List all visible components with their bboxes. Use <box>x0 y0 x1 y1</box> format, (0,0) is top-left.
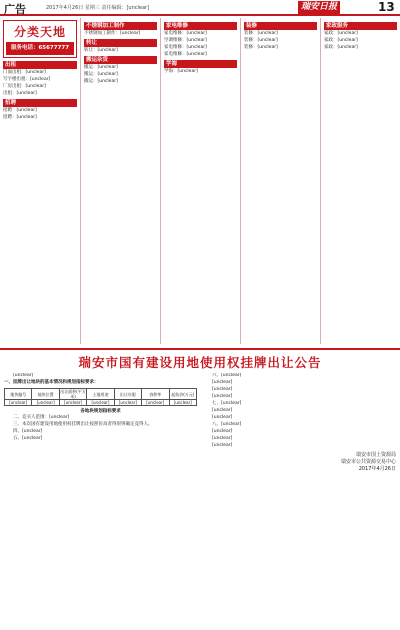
ad-item: 家政：[unclear] <box>324 38 358 43</box>
ad-item: 出租：[unclear] <box>3 91 37 96</box>
ad-item: 家政：[unclear] <box>324 31 358 36</box>
table-header-cell: 地块编号 <box>5 389 32 400</box>
notice-paragraph: [unclear] <box>212 436 233 441</box>
table-cell: [unclear] <box>32 400 59 406</box>
ad-item: 不锈钢加工制作：[unclear] <box>84 31 141 36</box>
notice-paragraph: 七、[unclear] <box>212 401 242 406</box>
table-cell: [unclear] <box>59 400 86 406</box>
newspaper-logo: 瑞安日报 <box>298 1 340 14</box>
category-transfer: 转让 <box>84 39 157 47</box>
category-recruit: 招聘 <box>3 99 77 107</box>
ad-item: 家电维修：[unclear] <box>164 52 207 57</box>
page-number: 13 <box>378 0 395 14</box>
table-header-cell: 出让面积(平方米) <box>60 389 86 399</box>
ad-item: 家政：[unclear] <box>324 45 358 50</box>
notice-paragraph: [unclear] <box>212 394 233 399</box>
classifieds-column-1 <box>0 18 80 344</box>
classifieds-column-2 <box>80 18 160 344</box>
notice-title: 瑞安市国有建设用地使用权挂牌出让公告 <box>78 355 322 370</box>
notice-paragraph: 三、本次国有建设用地使用权挂牌出让按照价高者得原则确定竞得人。 <box>13 422 153 427</box>
category-housekeeping: 家政服务 <box>324 22 397 30</box>
category-stainless-steel: 不锈钢加工制作 <box>84 22 157 30</box>
classifieds-section <box>0 18 400 344</box>
notice-paragraph: [unclear] <box>212 429 233 434</box>
table-cell: [unclear] <box>87 400 114 406</box>
table-header-cell: 起始价(万元) <box>169 389 196 400</box>
table-header-cell: 容积率 <box>142 389 169 400</box>
table-header-cell: 地块位置 <box>32 389 59 400</box>
classifieds-column-3 <box>160 18 240 344</box>
notice-paragraph: [unclear] <box>212 415 233 420</box>
ad-item: 家电维修：[unclear] <box>164 45 207 50</box>
notice-paragraph: 五、[unclear] <box>13 436 43 441</box>
ad-item: 装修：[unclear] <box>244 38 278 43</box>
category-education: 学海 <box>164 60 237 68</box>
notice-paragraph: 八、[unclear] <box>212 422 242 427</box>
ad-item: 学海：[unclear] <box>164 69 198 74</box>
land-parcel-table <box>4 388 197 406</box>
category-moving: 搬运杂货 <box>84 56 157 64</box>
table-cell: [unclear] <box>114 400 141 406</box>
ad-item: 装修：[unclear] <box>244 45 278 50</box>
notice-paragraph: [unclear] <box>212 380 233 385</box>
ad-item: 搬运：[unclear] <box>84 72 118 77</box>
table-header-cell: 出让年限 <box>114 389 141 400</box>
ad-item: 搬运：[unclear] <box>84 79 118 84</box>
table-cell: [unclear] <box>5 400 32 406</box>
table-cell: [unclear] <box>169 400 196 406</box>
notice-paragraph: 六、[unclear] <box>212 373 242 378</box>
notice-paragraph: [unclear] <box>212 408 233 413</box>
table-header-cell: 土地用途 <box>87 389 114 400</box>
page-header <box>0 0 400 16</box>
notice-signature <box>203 452 396 473</box>
land-auction-notice <box>0 348 400 630</box>
ad-item: 空调维修：[unclear] <box>164 38 207 43</box>
ad-item: 招聘：[unclear] <box>3 115 37 120</box>
signing-org-2: 瑞安市公共资源交易中心 <box>340 459 396 465</box>
table-header-row <box>5 389 197 400</box>
category-renovation: 装修 <box>244 22 317 30</box>
ad-item: 门面出租：[unclear] <box>3 70 46 75</box>
notice-paragraph: 四、[unclear] <box>13 429 43 434</box>
service-hotline: 服务电话：65677777 <box>6 42 74 55</box>
table-row <box>5 400 197 406</box>
notice-section-heading: 一、挂牌出让地块的基本情况和规划指标要求： <box>4 380 99 385</box>
classifieds-title: 分类天地 <box>13 25 66 39</box>
signing-date: 2017年4月26日 <box>358 466 396 472</box>
classifieds-brand-box <box>3 20 77 58</box>
ad-item: 厂房出租：[unclear] <box>3 84 46 89</box>
notice-intro: [unclear] <box>13 373 34 378</box>
planning-table-caption: 各地块规划指标要求 <box>80 409 121 414</box>
table-cell: [unclear] <box>142 400 169 406</box>
notice-paragraph: [unclear] <box>212 387 233 392</box>
category-appliance-repair: 家电维修 <box>164 22 237 30</box>
section-name: 广告 <box>4 3 26 16</box>
ad-item: 招聘：[unclear] <box>3 108 37 113</box>
notice-right-column <box>203 373 396 628</box>
ad-item: 装修：[unclear] <box>244 31 278 36</box>
classifieds-column-4 <box>240 18 320 344</box>
notice-left-column <box>4 373 197 628</box>
signing-org-1: 瑞安市国土资源局 <box>355 452 396 458</box>
notice-paragraph: 二、竞买人范围：[unclear] <box>13 415 70 420</box>
date-line: 2017年4月26日 星期三 责任编辑：[unclear] <box>46 5 150 11</box>
category-rent: 出租 <box>3 61 77 69</box>
ad-item: 家电维修：[unclear] <box>164 31 207 36</box>
classifieds-column-5 <box>320 18 400 344</box>
ad-item: 搬运：[unclear] <box>84 65 118 70</box>
notice-paragraph: [unclear] <box>212 443 233 448</box>
ad-item: 转让：[unclear] <box>84 48 118 53</box>
ad-item: 写字楼出租：[unclear] <box>3 77 51 82</box>
